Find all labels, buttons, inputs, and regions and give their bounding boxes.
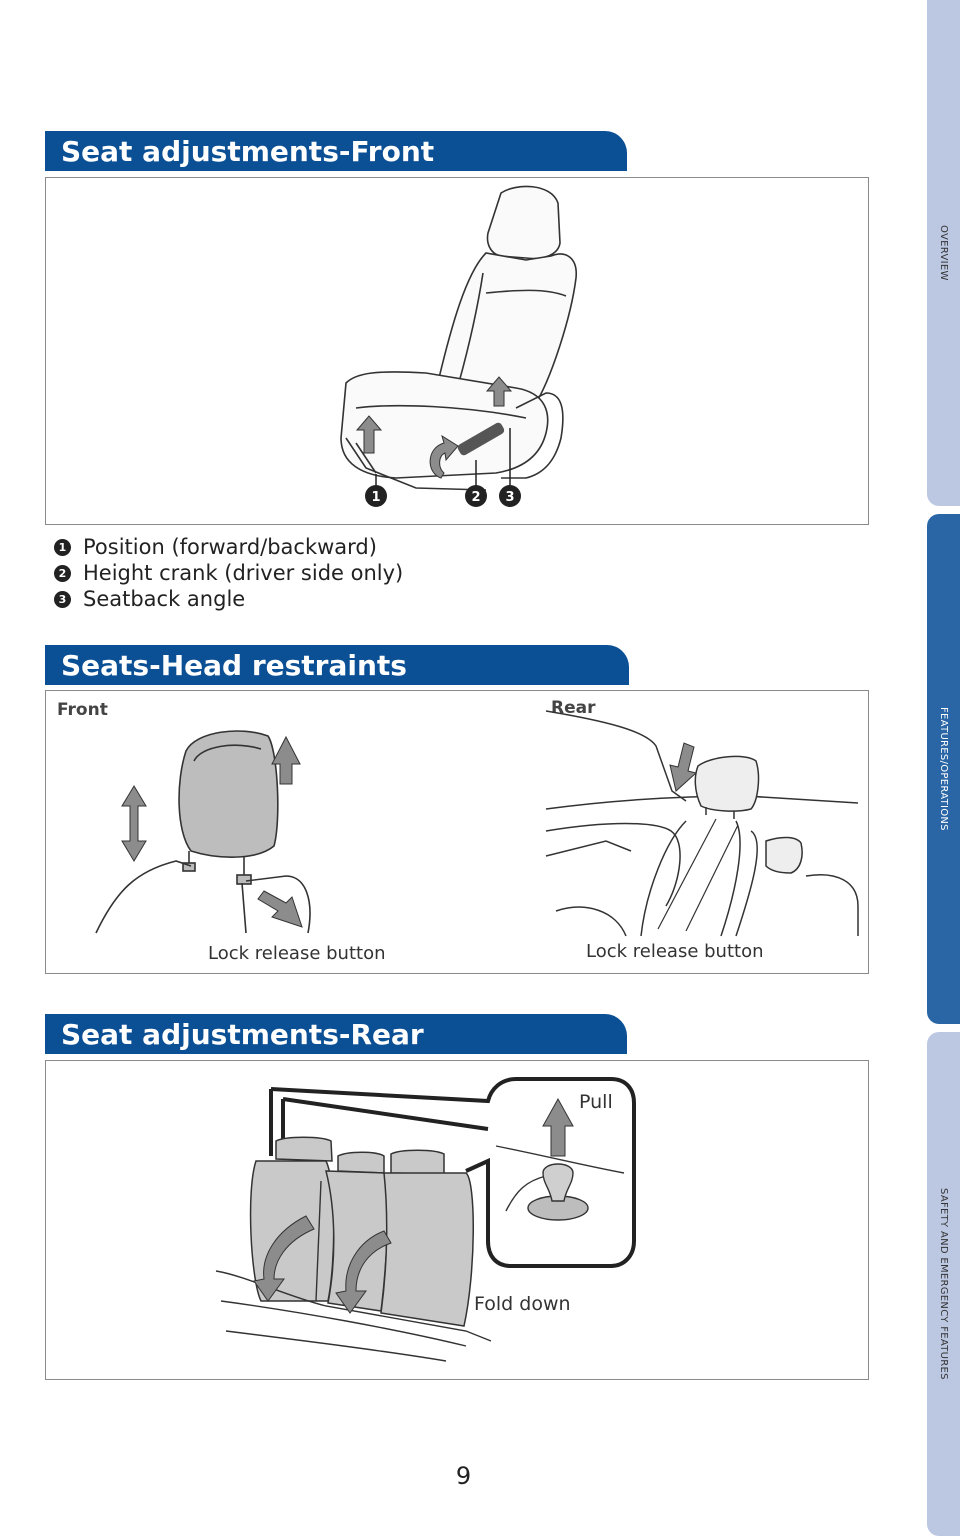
section-header-rear: [45, 1014, 627, 1054]
rear-seat-panel: [45, 1060, 869, 1380]
tab-safety-label: SAFETY AND EMERGENCY FEATURES: [938, 1188, 949, 1380]
tab-features-label: FEATURES/OPERATIONS: [938, 707, 949, 831]
front-seat-panel: [45, 177, 869, 525]
head-restraints-illustration: [46, 691, 868, 973]
page-number: 9: [455, 1462, 472, 1490]
legend-number-badge: 1: [54, 539, 71, 556]
front-sublabel: Front: [57, 700, 108, 720]
legend-text: Height crank (driver side only): [83, 561, 404, 585]
front-lock-release-caption: Lock release button: [208, 943, 386, 964]
legend-number-badge: 3: [54, 591, 71, 608]
section-header-head-restraints: [45, 645, 629, 685]
fold-down-label: Fold down: [474, 1293, 571, 1315]
front-seat-illustration: [46, 178, 868, 524]
legend-item: [54, 560, 403, 586]
rear-section-title: Seat adjustments-Rear: [61, 1017, 424, 1051]
legend-text: Seatback angle: [83, 587, 246, 611]
rear-lock-release-caption: Lock release button: [586, 941, 764, 962]
tab-features-operations[interactable]: [927, 514, 960, 1024]
legend-item: [54, 586, 403, 612]
callout-1-text: 1: [371, 490, 381, 505]
callout-3-text: 3: [505, 490, 515, 505]
head-section-title: Seats-Head restraints: [61, 648, 407, 682]
rear-sublabel: Rear: [551, 698, 596, 718]
front-section-title: Seat adjustments-Front: [61, 134, 435, 168]
front-legend: [54, 534, 403, 612]
rear-seat-illustration: [46, 1061, 868, 1379]
tab-safety-emergency[interactable]: [927, 1032, 960, 1536]
tab-overview-label: OVERVIEW: [938, 225, 949, 281]
section-header-front: [45, 131, 627, 171]
callout-2-text: 2: [471, 490, 481, 505]
legend-item: [54, 534, 403, 560]
head-restraints-panel: [45, 690, 869, 974]
pull-label: Pull: [579, 1091, 613, 1113]
tab-overview[interactable]: [927, 0, 960, 506]
legend-number-badge: 2: [54, 565, 71, 582]
legend-text: Position (forward/backward): [83, 535, 377, 559]
